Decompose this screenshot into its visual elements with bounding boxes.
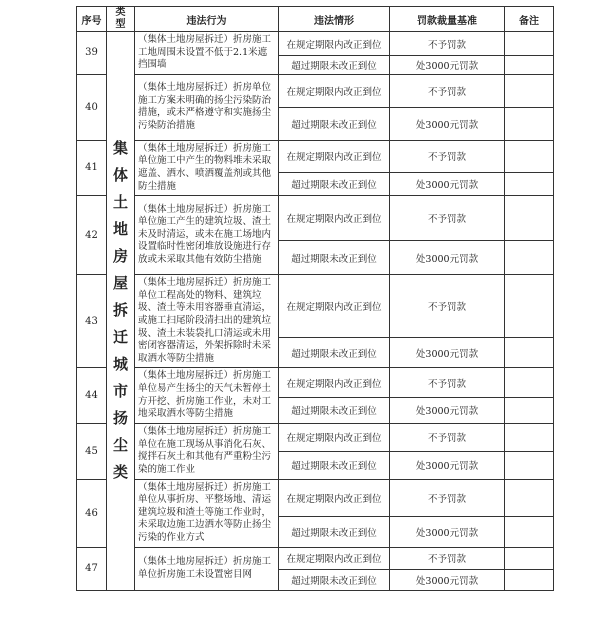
penalty-fine: 处3000元罚款 (390, 56, 505, 74)
table-row (77, 479, 554, 516)
table-row (77, 140, 554, 172)
row-number: 46 (77, 479, 107, 547)
situation-in-time: 在规定期限内改正到位 (279, 547, 390, 569)
penalty-no-fine: 不予罚款 (390, 74, 505, 107)
situation-in-time: 在规定期限内改正到位 (279, 479, 390, 516)
row-number: 41 (77, 140, 107, 195)
situation-in-time: 在规定期限内改正到位 (279, 423, 390, 451)
header-situation: 违法情形 (279, 7, 390, 32)
penalty-fine: 处3000元罚款 (390, 172, 505, 195)
penalty-fine: 处3000元罚款 (390, 569, 505, 590)
penalty-no-fine: 不予罚款 (390, 423, 505, 451)
violation-act: （集体土地房屋拆迁）折房施工单位易产生扬尘的天气未暂停土方开挖、折房施工作业，未对工地采取洒水等防尘措施 (135, 368, 279, 423)
row-number: 40 (77, 74, 107, 140)
situation-overdue: 超过期限未改正到位 (279, 107, 390, 140)
penalty-fine: 处3000元罚款 (390, 241, 505, 275)
header-type: 类型 (107, 7, 135, 32)
table-header-row (77, 7, 554, 32)
penalty-fine: 处3000元罚款 (390, 397, 505, 423)
header-penalty: 罚款裁量基准 (390, 7, 505, 32)
note-cell (505, 32, 554, 56)
penalty-fine: 处3000元罚款 (390, 517, 505, 548)
violation-act: （集体土地房屋拆迁）折房施工单位在施工现场从事消化石灰、搅拌石灰土和其他有严重粉尘污染的施工作业 (135, 423, 279, 479)
situation-in-time: 在规定期限内改正到位 (279, 74, 390, 107)
note-cell (505, 140, 554, 172)
situation-overdue: 超过期限未改正到位 (279, 56, 390, 74)
note-cell (505, 423, 554, 451)
violation-act: （集体土地房屋拆迁）折房施工单位施工产生的建筑垃圾、渣土未及时清运，或未在施工场地内设置临时性密闭堆放设施进行存放或未采取其他有效防尘措施 (135, 196, 279, 275)
row-number: 47 (77, 547, 107, 590)
situation-overdue: 超过期限未改正到位 (279, 241, 390, 275)
row-number: 42 (77, 196, 107, 275)
row-number: 39 (77, 32, 107, 75)
situation-overdue: 超过期限未改正到位 (279, 517, 390, 548)
situation-overdue: 超过期限未改正到位 (279, 451, 390, 479)
penalty-fine: 处3000元罚款 (390, 338, 505, 368)
penalty-fine: 处3000元罚款 (390, 107, 505, 140)
note-cell (505, 547, 554, 569)
row-number: 45 (77, 423, 107, 479)
situation-in-time: 在规定期限内改正到位 (279, 196, 390, 241)
header-no: 序号 (77, 7, 107, 32)
violation-act: （集体土地房屋拆迁）折房单位施工方案未明确的扬尘污染防治措施，或未严格遵守和实施扬尘污染防治措施 (135, 74, 279, 140)
note-cell (505, 338, 554, 368)
penalty-no-fine: 不予罚款 (390, 368, 505, 397)
situation-overdue: 超过期限未改正到位 (279, 338, 390, 368)
penalty-fine: 处3000元罚款 (390, 451, 505, 479)
situation-overdue: 超过期限未改正到位 (279, 397, 390, 423)
penalty-no-fine: 不予罚款 (390, 140, 505, 172)
note-cell (505, 56, 554, 74)
category-cell (107, 32, 135, 591)
penalty-no-fine: 不予罚款 (390, 275, 505, 338)
table-row (77, 32, 554, 56)
note-cell (505, 368, 554, 397)
header-act: 违法行为 (135, 7, 279, 32)
violation-act: （集体土地房屋拆迁）折房施工单位从事折房、平整场地、清运建筑垃圾和渣土等施工作业时，未采取边施工边洒水等防止扬尘污染的作业方式 (135, 479, 279, 547)
violation-act: （集体土地房屋拆迁）折房施工单位工程高处的物料、建筑垃圾、渣土等未用容器垂直清运，或施工扫尾阶段清扫出的建筑垃圾、渣土未装袋扎口清运或未用密闭容器清运，外架拆除时未采取洒水等防尘措施 (135, 275, 279, 368)
note-cell (505, 397, 554, 423)
situation-in-time: 在规定期限内改正到位 (279, 32, 390, 56)
note-cell (505, 569, 554, 590)
row-number: 43 (77, 275, 107, 368)
table-row (77, 196, 554, 241)
row-number: 44 (77, 368, 107, 423)
table-row (77, 368, 554, 397)
situation-in-time: 在规定期限内改正到位 (279, 140, 390, 172)
table-row (77, 74, 554, 107)
note-cell (505, 107, 554, 140)
situation-in-time: 在规定期限内改正到位 (279, 275, 390, 338)
note-cell (505, 241, 554, 275)
note-cell (505, 172, 554, 195)
category-label: 集体土地房屋拆迁城市扬尘类 (113, 139, 129, 482)
situation-in-time: 在规定期限内改正到位 (279, 368, 390, 397)
violation-act: （集体土地房屋拆迁）折房施工单位折房施工未设置密目网 (135, 547, 279, 590)
violation-act: （集体土地房屋拆迁）折房施工单位施工中产生的物料堆未采取遮盖、洒水、喷洒覆盖剂或其他防尘措施 (135, 140, 279, 195)
penalty-no-fine: 不予罚款 (390, 32, 505, 56)
table-body (77, 32, 554, 591)
situation-overdue: 超过期限未改正到位 (279, 172, 390, 195)
note-cell (505, 479, 554, 516)
header-note: 备注 (505, 7, 554, 32)
table-row (77, 275, 554, 338)
penalty-no-fine: 不予罚款 (390, 547, 505, 569)
penalty-table (76, 6, 554, 591)
table-row (77, 423, 554, 451)
penalty-no-fine: 不予罚款 (390, 479, 505, 516)
table-row (77, 547, 554, 569)
violation-act: （集体土地房屋拆迁）折房施工工地周围未设置不低于2.1米遮挡围墙 (135, 32, 279, 75)
note-cell (505, 451, 554, 479)
note-cell (505, 74, 554, 107)
note-cell (505, 275, 554, 338)
note-cell (505, 196, 554, 241)
situation-overdue: 超过期限未改正到位 (279, 569, 390, 590)
note-cell (505, 517, 554, 548)
penalty-no-fine: 不予罚款 (390, 196, 505, 241)
